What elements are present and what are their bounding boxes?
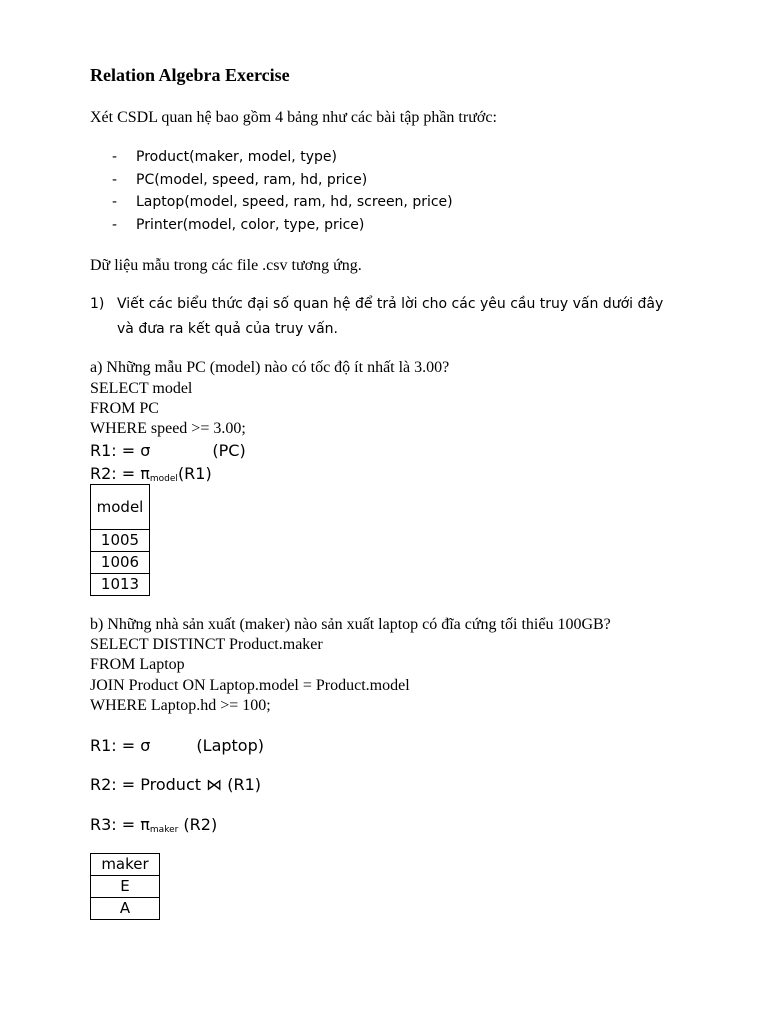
table-cell: A xyxy=(91,898,160,920)
table-cell: E xyxy=(91,876,160,898)
result-table-b xyxy=(90,853,160,920)
table-cell: 1006 xyxy=(91,552,150,574)
sql-line: WHERE Laptop.hd >= 100; xyxy=(90,697,271,714)
column-header: maker xyxy=(91,854,160,876)
table-row xyxy=(91,574,150,596)
intro-text: Xét CSDL quan hệ bao gồm 4 bảng như các bài tập phần trước: xyxy=(90,109,497,126)
table-list xyxy=(112,146,453,236)
sql-line: SELECT DISTINCT Product.maker xyxy=(90,636,323,653)
expr-r1: R1: = σ (PC) xyxy=(90,441,246,460)
expr-r3: R3: = $\pi_{maker}$ (R2) xyxy=(90,815,218,835)
expr-r2: R2: = Product ⋈ (R1) xyxy=(90,775,261,794)
result-table-a xyxy=(90,484,150,596)
sample-data-note: Dữ liệu mẫu trong các file .csv tương ứng. xyxy=(90,257,362,274)
part-b-question: b) Những nhà sản xuất (maker) nào sản xuất laptop có đĩa cứng tối thiểu 100GB? xyxy=(90,616,611,633)
table-row xyxy=(91,552,150,574)
table-cell: 1013 xyxy=(91,574,150,596)
natural-join-icon: ⋈ xyxy=(206,775,223,794)
column-header: model xyxy=(91,485,150,530)
table-cell: 1005 xyxy=(91,530,150,552)
table-row xyxy=(91,898,160,920)
sql-line: WHERE speed >= 3.00; xyxy=(90,420,246,437)
question-text: Viết các biểu thức đại số quan hệ để trả lời cho các yêu cầu truy vấn dưới đây và đưa ra kết quả của truy vấn. xyxy=(117,296,664,337)
sql-line: FROM Laptop xyxy=(90,656,185,673)
table-schema: Laptop(model, speed, ram, hd, screen, price) xyxy=(136,194,453,210)
table-row xyxy=(91,530,150,552)
sql-line: JOIN Product ON Laptop.model = Product.model xyxy=(90,677,410,694)
table-schema: Product(maker, model, type) xyxy=(136,149,337,165)
sql-line: SELECT model xyxy=(90,380,193,397)
sql-line: FROM PC xyxy=(90,400,159,417)
question-1 xyxy=(90,292,680,342)
table-schema: Printer(model, color, type, price) xyxy=(136,216,365,233)
part-a-question: a) Những mẫu PC (model) nào có tốc độ ít nhất là 3.00? xyxy=(90,359,450,376)
expr-r2: R2: = $\pi_{model}(R1)$ xyxy=(90,464,212,484)
table-schema: PC(model, speed, ram, hd, price) xyxy=(136,171,368,188)
question-number: 1) xyxy=(90,296,105,312)
page-title: Relation Algebra Exercise xyxy=(90,65,290,85)
list-item: - PC(model, speed, ram, hd, price) xyxy=(112,169,453,192)
expr-r1: R1: = σ (Laptop) xyxy=(90,736,264,755)
list-item: - Product(maker, model, type) xyxy=(112,146,453,169)
list-item: - Laptop(model, speed, ram, hd, screen, price) xyxy=(112,191,453,214)
table-row xyxy=(91,876,160,898)
list-item: - Printer(model, color, type, price) xyxy=(112,214,453,237)
